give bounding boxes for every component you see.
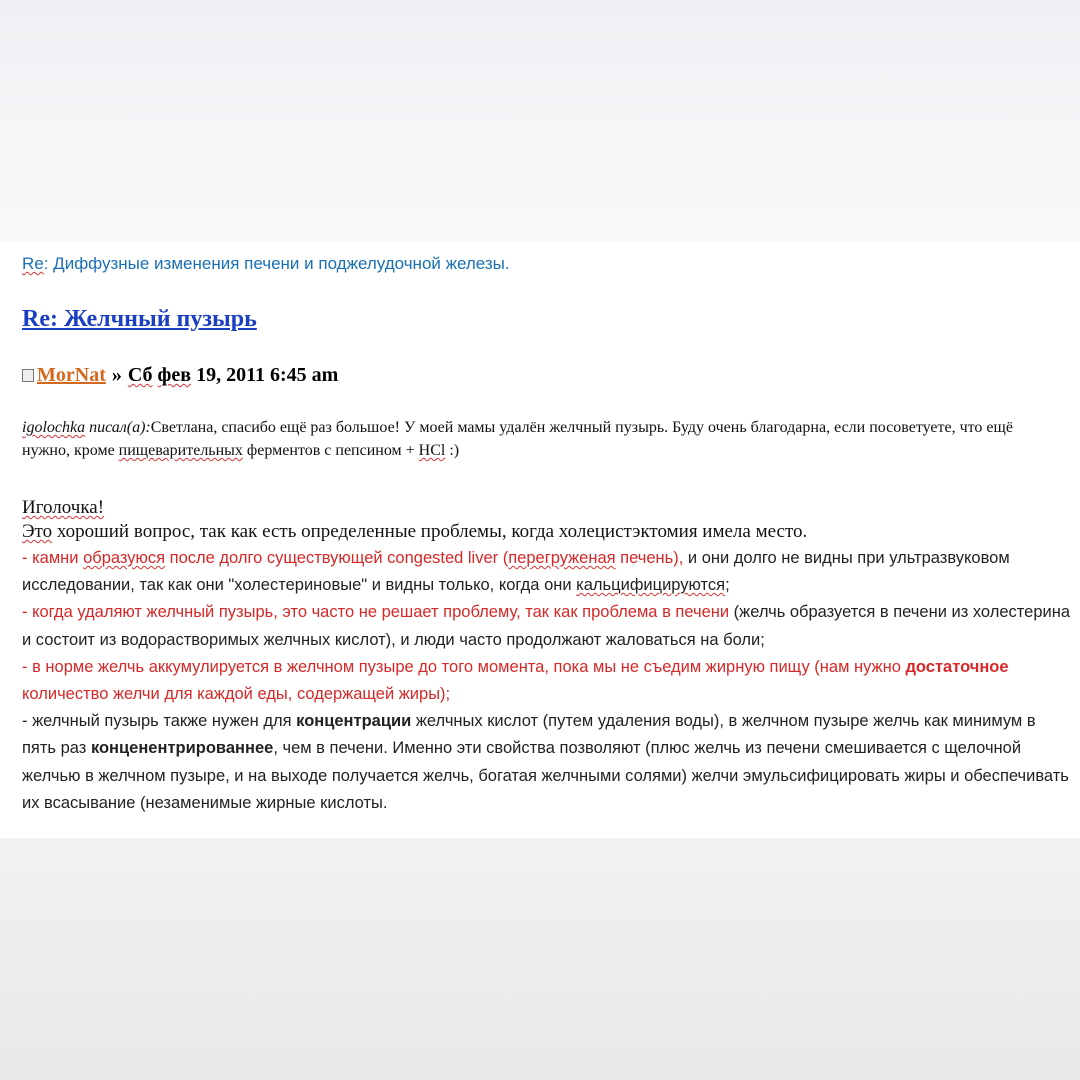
post-meta (22, 364, 338, 387)
subject-text: : Диффузные изменения печени и поджелудочной железы. (43, 254, 510, 273)
background-bottom (0, 838, 1080, 1080)
quote-block (22, 416, 1062, 462)
quote-author: igolochka (22, 419, 86, 436)
quote-wrote-label: писал(а): (89, 419, 151, 436)
post-icon[interactable] (22, 369, 34, 382)
meta-separator: » (111, 364, 122, 386)
answer-points (22, 545, 1072, 817)
background-top (0, 0, 1080, 242)
quote-hcl: HCl (418, 442, 446, 459)
answer-intro-rest: хороший вопрос, так как есть определенные проблемы, когда холецистэктомия имела место. (52, 521, 808, 542)
subject-re: Re (22, 254, 44, 273)
answer-intro-word: Это (22, 521, 53, 542)
answer-greeting: Иголочка! (22, 497, 105, 518)
quote-text-2: ферментов с пепсином + (242, 442, 419, 459)
post-date: Сб фев 19, 2011 6:45 am (127, 364, 339, 386)
point-2: - когда удаляют желчный пузырь, это часто не решает проблему, так как проблема в печени (желчь образуется в печени из холестерина и состоит из водорастворимых желчных кислот), и люди часто продолжают жаловаться на боли; (22, 603, 1071, 649)
point-1: - камни образуюся после долго существующей congested liver (перегруженая печень), и они долго не видны при ультразвуковом исследовании, так как они "холестериновые" и видны только, когда они кальцифицируются; (22, 549, 1010, 595)
thread-subject-link[interactable] (22, 254, 510, 274)
quote-text-1: Светлана, спасибо ещё раз большое! У моей мамы удалён желчный пузырь. Буду очень благодарна, если посоветуете, что ещё нужно, кроме (22, 419, 1013, 459)
quote-text-3: :) (445, 442, 460, 459)
point-3: - в норме желчь аккумулируется в желчном пузыре до того момента, пока мы не съедим жирную пищу (нам нужно достаточное количество желчи для каждой еды, содержащей жиры); (22, 657, 1009, 704)
answer-intro (22, 496, 1072, 544)
author-link[interactable]: MorNat (37, 364, 106, 386)
post-title-link[interactable]: Re: Желчный пузырь (22, 306, 257, 332)
quote-text-wavy: пищеварительных (118, 442, 243, 459)
point-4: - желчный пузырь также нужен для концентрации желчных кислот (путем удаления воды), в желчном пузыре желчь как минимум в пять раз конценентрированнее, чем в печени. Именно эти свойства позволяют (плюс желчь из печени смешивается с щелочной желчью в желчном пузыре, и на выходе получается желчь, богатая желчными солями) желчи эмульсифицировать жиры и обеспечивать их всасывание (незаменимые жирные кислоты. (22, 712, 1069, 812)
forum-post-document (0, 242, 1080, 838)
